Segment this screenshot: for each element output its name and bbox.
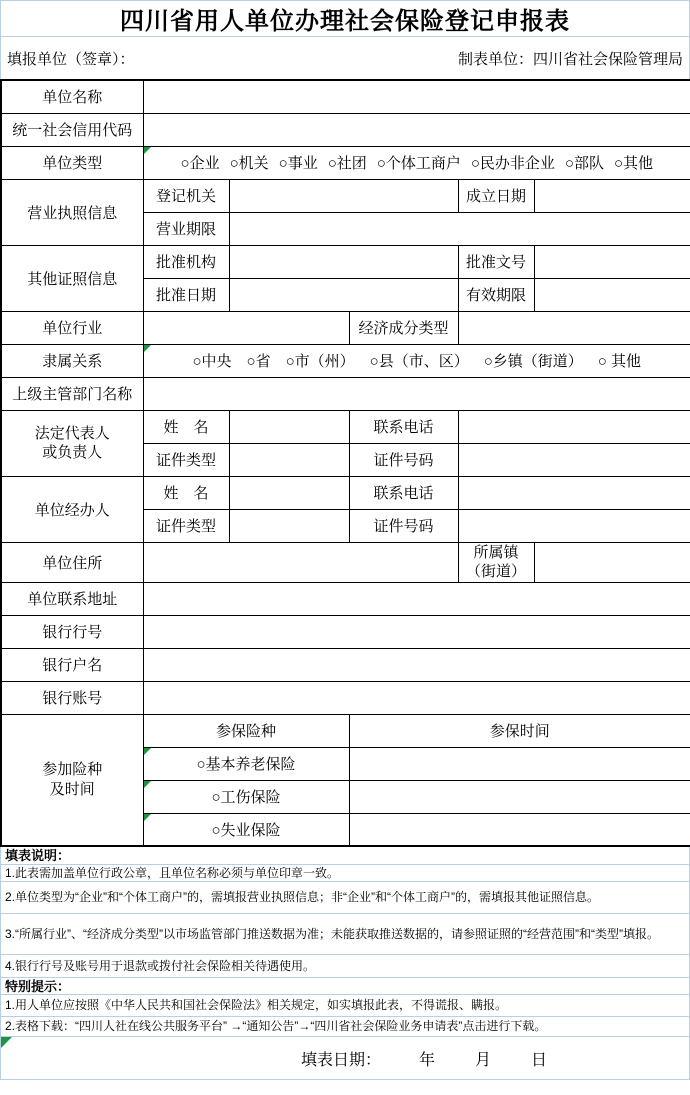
unit-name-label: 单位名称 — [1, 80, 143, 113]
radio-option-province[interactable]: ○省 — [246, 353, 271, 370]
valid-term-label: 有效期限 — [458, 278, 534, 311]
agent-name-label: 姓 名 — [143, 476, 229, 509]
bank-name-label: 银行户名 — [1, 648, 143, 681]
radio-option-institution[interactable]: ○事业 — [278, 155, 318, 172]
approve-org-label: 批准机构 — [143, 245, 229, 278]
special-item-1: 1.用人单位应按照《中华人民共和国社会保险法》相关规定，如实填报此表，不得谎报、瞒报。 — [1, 995, 689, 1017]
agent-name-input[interactable] — [229, 476, 349, 509]
economic-type-label: 经济成分类型 — [349, 311, 458, 344]
approve-date-label: 批准日期 — [143, 278, 229, 311]
radio-option-unemployment[interactable]: ○失业保险 — [211, 821, 281, 839]
bank-name-input[interactable] — [143, 648, 690, 681]
registration-form-table — [0, 79, 690, 847]
register-org-label: 登记机关 — [143, 179, 229, 212]
note-item-2: 2.单位类型为“企业”和“个体工商户”的，需填报营业执照信息；非“企业”和“个体工商户”的，需填报其他证照信息。 — [1, 882, 689, 914]
note-item-3: 3.“所属行业”、“经济成分类型”以市场监管部门推送数据为准；未能获取推送数据的，请参照证照的“经营范围”和“类型”填报。 — [1, 914, 689, 955]
contact-address-label: 单位联系地址 — [1, 582, 143, 615]
agent-cert-no-label: 证件号码 — [349, 509, 458, 542]
industry-label: 单位行业 — [1, 311, 143, 344]
radio-option-government[interactable]: ○机关 — [229, 155, 269, 172]
issuer-label: 制表单位：四川省社会保险管理局 — [457, 50, 683, 68]
affiliation-label: 隶属关系 — [1, 344, 143, 377]
radio-option-association[interactable]: ○社团 — [327, 155, 367, 172]
radio-option-individual-business[interactable]: ○个体工商户 — [376, 155, 461, 172]
legal-rep-phone-label: 联系电话 — [349, 410, 458, 443]
insurance-option-unemployment-cell — [143, 813, 349, 846]
register-org-input[interactable] — [229, 179, 458, 212]
legal-rep-cert-type-label: 证件类型 — [143, 443, 229, 476]
radio-option-enterprise[interactable]: ○企业 — [180, 155, 220, 172]
unemployment-time-input[interactable] — [349, 813, 690, 846]
comment-marker-triangle — [144, 345, 151, 352]
day-label: 日 — [531, 1051, 548, 1069]
insurance-option-pension-cell — [143, 747, 349, 780]
radio-option-work-injury[interactable]: ○工伤保险 — [211, 789, 281, 806]
industry-input[interactable] — [143, 311, 349, 344]
header-sub-row — [0, 37, 690, 79]
approve-no-input[interactable] — [534, 245, 690, 278]
pension-time-input[interactable] — [349, 747, 690, 780]
month-label: 月 — [475, 1051, 492, 1069]
radio-option-city[interactable]: ○市（州） — [285, 353, 355, 370]
unit-type-options-cell — [143, 146, 690, 179]
town-label: 所属镇 （街道） — [458, 542, 534, 582]
fill-notes-title: 填表说明： — [1, 847, 689, 865]
affiliation-options-cell — [143, 344, 690, 377]
special-item-2: 2.表格下载：“四川人社在线公共服务平台” →“通知公告”→“四川省社会保险业务申请表”点击进行下载。 — [1, 1017, 689, 1037]
radio-option-other-affiliation[interactable]: ○ 其他 — [597, 353, 642, 370]
radio-option-private-non-enterprise[interactable]: ○民办非企业 — [470, 155, 555, 172]
page-title: 四川省用人单位办理社会保险登记申报表 — [0, 1, 690, 37]
bank-no-input[interactable] — [143, 615, 690, 648]
agent-cert-type-input[interactable] — [229, 509, 349, 542]
legal-rep-phone-input[interactable] — [458, 410, 690, 443]
injury-time-input[interactable] — [349, 780, 690, 813]
business-term-input[interactable] — [229, 212, 690, 245]
approve-date-input[interactable] — [229, 278, 458, 311]
form-header — [0, 0, 690, 79]
business-license-label: 营业执照信息 — [1, 179, 143, 245]
radio-option-pension[interactable]: ○基本养老保险 — [196, 756, 296, 773]
credit-code-label: 统一社会信用代码 — [1, 113, 143, 146]
credit-code-input[interactable] — [143, 113, 690, 146]
comment-marker-triangle — [144, 814, 151, 821]
town-input[interactable] — [534, 542, 690, 582]
unit-type-label: 单位类型 — [1, 146, 143, 179]
agent-phone-label: 联系电话 — [349, 476, 458, 509]
radio-option-army[interactable]: ○部队 — [564, 155, 604, 172]
radio-option-central[interactable]: ○中央 — [192, 353, 232, 370]
establish-date-label: 成立日期 — [458, 179, 534, 212]
establish-date-input[interactable] — [534, 179, 690, 212]
bank-account-input[interactable] — [143, 681, 690, 714]
insurance-section-label: 参加险种 及时间 — [1, 714, 143, 846]
comment-marker-triangle — [144, 147, 151, 154]
year-label: 年 — [419, 1051, 436, 1069]
radio-option-other-type[interactable]: ○其他 — [613, 155, 654, 172]
other-license-label: 其他证照信息 — [1, 245, 143, 311]
comment-marker-triangle — [1, 1037, 12, 1048]
agent-cert-type-label: 证件类型 — [143, 509, 229, 542]
legal-rep-name-input[interactable] — [229, 410, 349, 443]
superior-dept-label: 上级主管部门名称 — [1, 377, 143, 410]
note-item-4: 4.银行行号及账号用于退款或拨付社会保险相关待遇使用。 — [1, 955, 689, 978]
unit-name-input[interactable] — [143, 80, 690, 113]
bank-account-label: 银行账号 — [1, 681, 143, 714]
business-term-label: 营业期限 — [143, 212, 229, 245]
legal-rep-label: 法定代表人 或负责人 — [1, 410, 143, 476]
radio-option-county[interactable]: ○县（市、区） — [369, 353, 469, 370]
bank-no-label: 银行行号 — [1, 615, 143, 648]
agent-cert-no-input[interactable] — [458, 509, 690, 542]
legal-rep-cert-type-input[interactable] — [229, 443, 349, 476]
address-label: 单位住所 — [1, 542, 143, 582]
note-item-1: 1.此表需加盖单位行政公章，且单位名称必须与单位印章一致。 — [1, 865, 689, 882]
fill-date-label: 填表日期： — [301, 1051, 382, 1069]
legal-rep-name-label: 姓 名 — [143, 410, 229, 443]
report-unit-label: 填报单位（签章）： — [7, 50, 135, 68]
special-notes-title: 特别提示： — [1, 978, 689, 995]
agent-phone-input[interactable] — [458, 476, 690, 509]
fill-date-row — [0, 1037, 690, 1080]
comment-marker-triangle — [144, 748, 151, 755]
legal-rep-cert-no-input[interactable] — [458, 443, 690, 476]
contact-address-input[interactable] — [143, 582, 690, 615]
agent-label: 单位经办人 — [1, 476, 143, 542]
valid-term-input[interactable] — [534, 278, 690, 311]
comment-marker-triangle — [144, 781, 151, 788]
address-input[interactable] — [143, 542, 458, 582]
superior-dept-input[interactable] — [143, 377, 690, 410]
economic-type-input[interactable] — [458, 311, 690, 344]
approve-org-input[interactable] — [229, 245, 458, 278]
insurance-time-header: 参保时间 — [349, 714, 690, 747]
radio-option-township[interactable]: ○乡镇（街道） — [483, 353, 583, 370]
insurance-option-injury-cell — [143, 780, 349, 813]
notes-section — [0, 847, 690, 1037]
insurance-type-header: 参保险种 — [143, 714, 349, 747]
approve-no-label: 批准文号 — [458, 245, 534, 278]
legal-rep-cert-no-label: 证件号码 — [349, 443, 458, 476]
